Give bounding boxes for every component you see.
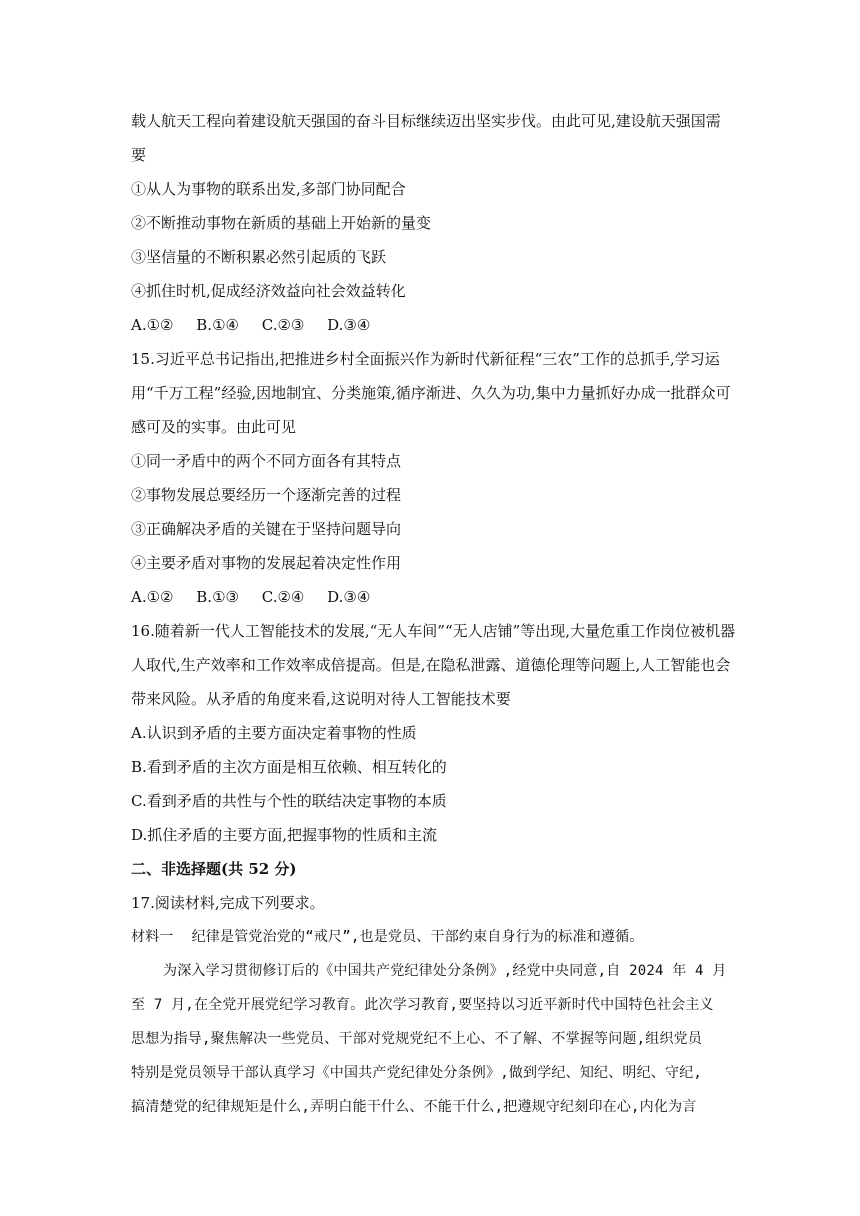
material-1-text: 纪律是管党治党的“戒尺”,也是党员、干部约束自身行为的标准和遵循。	[191, 929, 644, 945]
q14-statement-2: ②不断推动事物在新质的基础上开始新的量变	[131, 214, 432, 232]
q15-option-a[interactable]: A.①②	[131, 588, 174, 606]
q17-stem: 17.阅读材料,完成下列要求。	[131, 894, 325, 912]
q17-paragraph-line-3: 思想为指导,聚焦解决一些党员、干部对党规党纪不上心、不了解、不掌握等问题,组织党员	[131, 1031, 703, 1047]
q14-statement-1: ①从人为事物的联系出发,多部门协同配合	[131, 180, 406, 198]
q16-option-c[interactable]: C.看到矛盾的共性与个性的联结决定事物的本质	[131, 792, 447, 810]
q17-paragraph-line-5: 搞清楚党的纪律规矩是什么,弄明白能干什么、不能干什么,把遵规守纪刻印在心,内化为言	[131, 1099, 697, 1115]
q17-paragraph-line-4: 特别是党员领导干部认真学习《中国共产党纪律处分条例》,做到学纪、知纪、明纪、守纪,	[131, 1065, 703, 1081]
q14-stem-line-1: 载人航天工程向着建设航天强国的奋斗目标继续迈出坚实步伐。由此可见,建设航天强国需	[131, 112, 721, 130]
material-1-label: 材料一	[131, 929, 174, 945]
q14-option-c[interactable]: C.②③	[261, 316, 305, 334]
q15-options	[131, 587, 741, 607]
q17-paragraph-line-1: 为深入学习贯彻修订后的《中国共产党纪律处分条例》,经党中央同意,自 2024 年 4 月	[163, 963, 727, 979]
q14-option-a[interactable]: A.①②	[131, 316, 174, 334]
section-heading: 二、非选择题(共 52 分)	[131, 860, 297, 878]
q16-option-b[interactable]: B.看到矛盾的主次方面是相互依赖、相互转化的	[131, 758, 447, 776]
q15-statement-3: ③正确解决矛盾的关键在于坚持问题导向	[131, 520, 402, 538]
q15-statement-4: ④主要矛盾对事物的发展起着决定性作用	[131, 554, 402, 572]
q15-statement-2: ②事物发展总要经历一个逐渐完善的过程	[131, 486, 402, 504]
q17-paragraph-line-2: 至 7 月,在全党开展党纪学习教育。此次学习教育,要坚持以习近平新时代中国特色社会主义	[131, 997, 714, 1013]
q16-stem-line-2: 人取代,生产效率和工作效率成倍提高。但是,在隐私泄露、道德伦理等问题上,人工智能也会	[131, 656, 731, 674]
q17-material-1	[131, 927, 741, 947]
q16-option-a[interactable]: A.认识到矛盾的主要方面决定着事物的性质	[131, 724, 417, 742]
q15-option-b[interactable]: B.①③	[196, 588, 239, 606]
q14-statement-4: ④抓住时机,促成经济效益向社会效益转化	[131, 282, 406, 300]
q16-option-d[interactable]: D.抓住矛盾的主要方面,把握事物的性质和主流	[131, 826, 438, 844]
q15-stem-line-3: 感可及的实事。由此可见	[131, 418, 297, 436]
q14-stem-line-2: 要	[131, 146, 147, 164]
q15-stem-line-2: 用“千万工程”经验,因地制宜、分类施策,循序渐进、久久为功,集中力量抓好办成一批群众可	[131, 384, 731, 402]
q14-option-d[interactable]: D.③④	[327, 316, 371, 334]
q15-option-c[interactable]: C.②④	[261, 588, 305, 606]
q14-option-b[interactable]: B.①④	[196, 316, 239, 334]
q14-statement-3: ③坚信量的不断积累必然引起质的飞跃	[131, 248, 387, 266]
q16-stem-line-3: 带来风险。从矛盾的角度来看,这说明对待人工智能技术要	[131, 690, 511, 708]
q15-stem-line-1: 15.习近平总书记指出,把推进乡村全面振兴作为新时代新征程“三农”工作的总抓手,学习运	[131, 350, 720, 368]
q14-options	[131, 315, 741, 335]
q15-option-d[interactable]: D.③④	[327, 588, 371, 606]
q16-stem-line-1: 16.随着新一代人工智能技术的发展,“无人车间”“无人店铺”等出现,大量危重工作岗位被机器	[131, 622, 736, 640]
q15-statement-1: ①同一矛盾中的两个不同方面各有其特点	[131, 452, 402, 470]
